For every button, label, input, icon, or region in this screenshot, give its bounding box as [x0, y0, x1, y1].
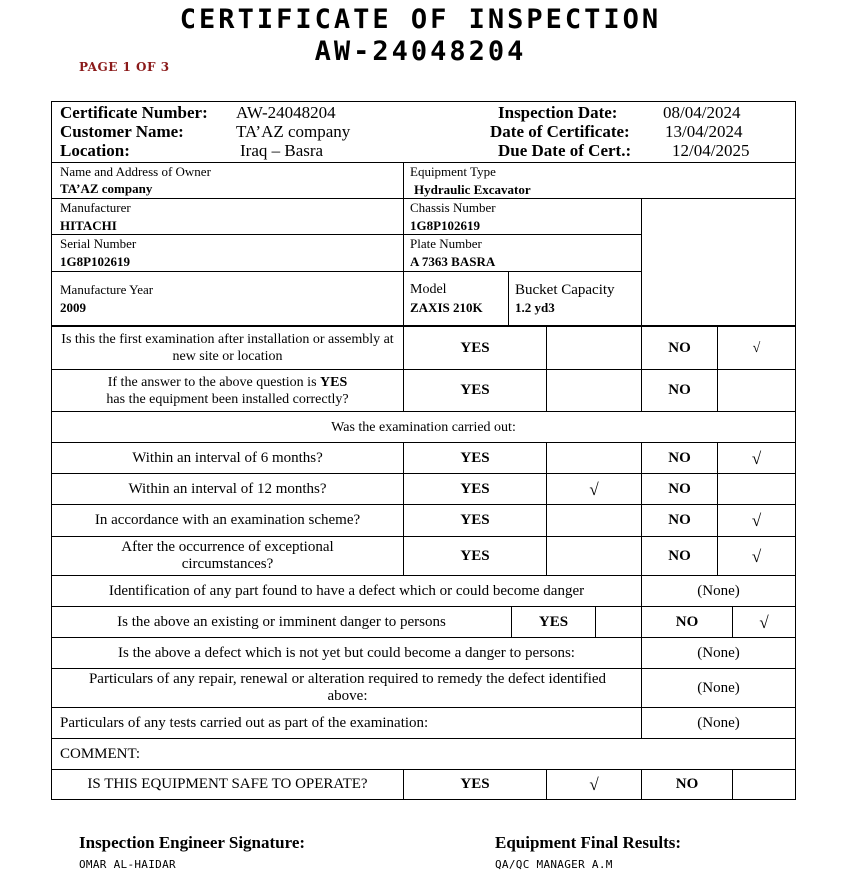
repair-answer: (None) [697, 679, 740, 696]
carried-out-text: Was the examination carried out: [331, 419, 516, 435]
exceptional-yes: YES [460, 547, 490, 564]
empty-side-cell [641, 198, 796, 326]
imminent-text: Is the above an existing or imminent danger to persons [117, 613, 446, 630]
interval-12-text: Within an interval of 12 months? [128, 480, 327, 497]
location-value: Iraq – Basra [240, 141, 324, 160]
bucket-label: Bucket Capacity [515, 282, 615, 298]
q-installed-yes: YES [460, 382, 490, 398]
exceptional-yes-mark-cell [546, 536, 642, 576]
defect-id-answer: (None) [697, 582, 740, 599]
comment-row [51, 738, 796, 770]
scheme-text: In accordance with an examination scheme? [94, 512, 361, 528]
q-installed-no-mark-cell [717, 369, 796, 412]
customer-label: Customer Name: [60, 122, 184, 141]
certificate-code: AW-24048204 [314, 36, 527, 67]
model-label: Model [410, 282, 447, 297]
interval-12-yes-check: √ [589, 479, 599, 499]
engineer-signature-label: Inspection Engineer Signature: [79, 833, 306, 852]
safe-yes: YES [460, 776, 490, 792]
q-installed-text [60, 369, 395, 412]
imminent-yes-mark-cell [595, 606, 642, 638]
safe-no-mark-cell [732, 769, 796, 800]
imminent-no-check: √ [759, 612, 769, 632]
date-certificate-label: Date of Certificate: [490, 122, 630, 141]
final-results-label: Equipment Final Results: [495, 833, 682, 852]
page-number: PAGE 1 OF 3 [79, 60, 170, 74]
repair-text: Particulars of any repair, renewal or alteration required to remedy the defect identified above: [88, 671, 607, 704]
safe-yes-check: √ [589, 775, 599, 794]
q-installed-pre: If the answer to the above question is [107, 374, 321, 390]
exceptional-text: After the occurrence of exceptional circumstances? [121, 539, 334, 572]
tests-answer: (None) [697, 714, 740, 731]
document-title: CERTIFICATE OF INSPECTION [179, 4, 662, 35]
q-first-exam-yes: YES [460, 339, 490, 356]
imminent-yes: YES [538, 613, 569, 630]
owner-value: TA’AZ company [60, 181, 153, 196]
inspection-date-value: 08/04/2024 [663, 103, 741, 122]
interval-6-yes-mark-cell [546, 442, 642, 474]
q-installed-no: NO [668, 382, 691, 398]
interval-6-yes: YES [460, 449, 490, 466]
location-label: Location: [60, 141, 130, 160]
q-first-exam-text: Is this the first examination after installation or assembly at new site or location [61, 332, 394, 364]
interval-6-text: Within an interval of 6 months? [132, 449, 323, 466]
bucket-value: 1.2 yd3 [515, 300, 555, 315]
exceptional-no: NO [668, 547, 691, 564]
q-first-exam-no: NO [668, 339, 691, 356]
final-results-signatory: QA/QC MANAGER A.M [495, 858, 613, 871]
inspection-date-label: Inspection Date: [498, 103, 618, 122]
q-first-exam-no-check: √ [752, 340, 761, 356]
year-value: 2009 [60, 300, 86, 315]
comment-label: COMMENT: [60, 745, 141, 762]
due-date-label: Due Date of Cert.: [498, 141, 632, 160]
year-cell [51, 271, 404, 326]
defect-id-text: Identification of any part found to have a defect which or could become danger [108, 582, 585, 599]
interval-6-no: NO [668, 449, 691, 466]
plate-label: Plate Number [410, 236, 482, 251]
scheme-yes-mark-cell [546, 504, 642, 537]
cert-number-value: AW-24048204 [236, 103, 336, 122]
date-certificate-value: 13/04/2024 [665, 122, 743, 141]
safe-text: IS THIS EQUIPMENT SAFE TO OPERATE? [87, 776, 368, 792]
bucket-cell [508, 271, 642, 326]
chassis-label: Chassis Number [410, 200, 496, 215]
interval-6-no-check: √ [751, 448, 762, 468]
tests-text: Particulars of any tests carried out as part of the examination: [60, 714, 429, 731]
engineer-name: OMAR AL-HAIDAR [79, 858, 176, 871]
cert-number-label: Certificate Number: [60, 103, 208, 122]
customer-value: TA’AZ company [236, 122, 351, 141]
not-yet-answer: (None) [697, 644, 740, 661]
imminent-no: NO [675, 613, 699, 630]
q-installed-bold: YES [320, 374, 348, 390]
q-first-exam-yes-mark-cell [546, 326, 642, 370]
scheme-no-check: √ [751, 511, 762, 530]
interval-12-no: NO [668, 480, 691, 497]
q-installed-post: has the equipment been installed correctly? [106, 391, 349, 407]
serial-label: Serial Number [60, 236, 137, 251]
manufacturer-label: Manufacturer [60, 200, 131, 215]
model-value: ZAXIS 210K [410, 300, 483, 315]
chassis-value: 1G8P102619 [410, 218, 481, 233]
not-yet-text: Is the above a defect which is not yet but could become a danger to persons: [118, 644, 575, 661]
year-label: Manufacture Year [60, 282, 154, 297]
due-date-value: 12/04/2025 [672, 141, 750, 160]
scheme-no: NO [668, 512, 691, 528]
scheme-yes: YES [460, 512, 490, 528]
model-cell [403, 271, 509, 326]
interval-12-yes: YES [460, 480, 490, 497]
equipment-type-value: Hydraulic Excavator [414, 182, 531, 197]
owner-label: Name and Address of Owner [60, 164, 211, 179]
exceptional-no-check: √ [751, 546, 762, 566]
q-installed-yes-mark-cell [546, 369, 642, 412]
safe-no: NO [675, 776, 699, 792]
manufacturer-value: HITACHI [60, 218, 117, 233]
interval-12-no-mark-cell [717, 473, 796, 505]
equipment-type-label: Equipment Type [410, 164, 496, 179]
serial-value: 1G8P102619 [60, 254, 131, 269]
plate-value: A 7363 BASRA [410, 254, 496, 269]
